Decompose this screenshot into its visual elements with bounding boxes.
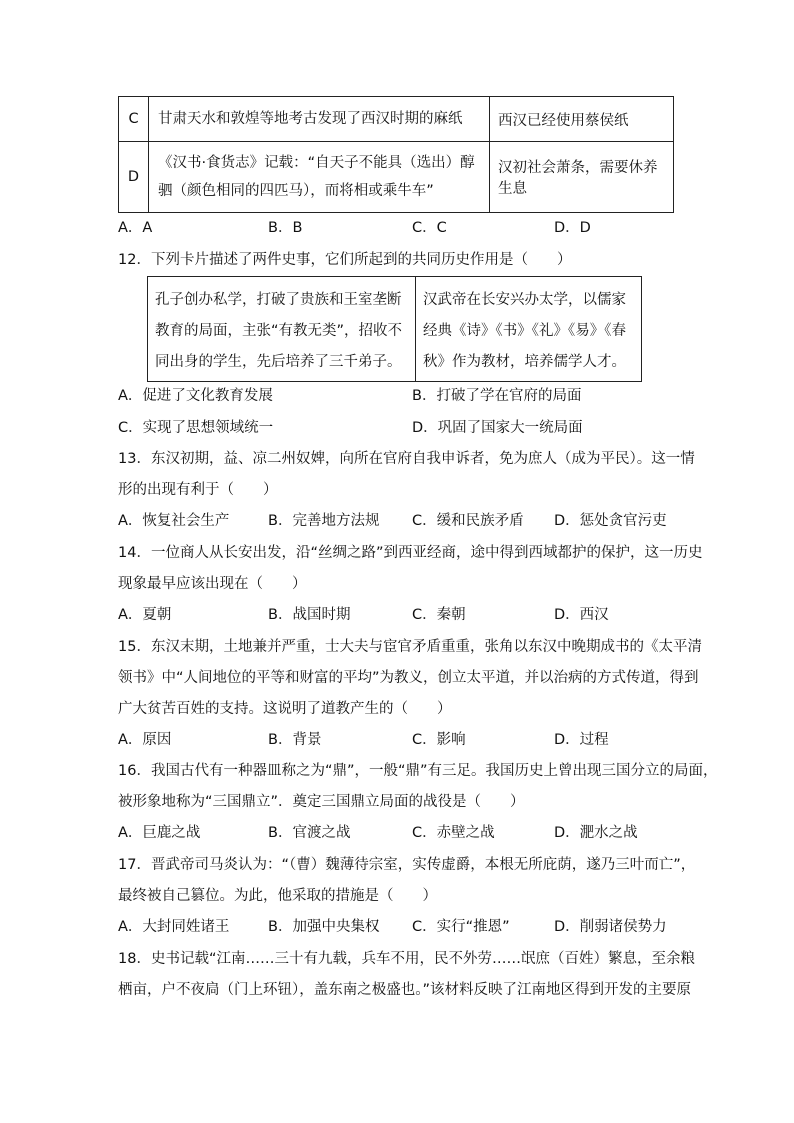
q17-option-a[interactable]: A．大封同姓诸王 <box>118 919 230 935</box>
q16-option-c[interactable]: C．赤壁之战 <box>412 825 495 841</box>
q12-option-c[interactable]: C．实现了思想领域统一 <box>118 420 274 436</box>
q14-stem-line-1: 14．一位商人从长安出发，沿“丝绸之路”到西亚经商，途中得到西域都护的保护，这一历史 <box>118 545 703 561</box>
q12-option-a[interactable]: A．促进了文化教育发展 <box>118 388 273 404</box>
q12-options-row1 <box>118 386 678 406</box>
q12-options-row2 <box>118 418 678 438</box>
q12-card-taixue: 汉武帝在长安兴办太学，以儒家经典《诗》《书》《礼》《易》《春秋》作为教材，培养儒学人才。 <box>416 277 642 382</box>
q15-option-c[interactable]: C．影响 <box>412 732 466 748</box>
q11-option-b[interactable]: B．B <box>268 220 303 236</box>
q12-cards <box>147 276 642 382</box>
q13-option-a[interactable]: A．恢复社会生产 <box>118 513 230 529</box>
q17-options <box>118 917 678 937</box>
q15-option-d[interactable]: D．过程 <box>554 732 609 748</box>
q12-stem: 12．下列卡片描述了两件史事，它们所起到的共同历史作用是（ ） <box>118 252 572 268</box>
q11-option-d[interactable]: D．D <box>554 220 591 236</box>
q18-stem-line-2: 栖亩，户不夜扃（门上环钮），盖东南之极盛也。”该材料反映了江南地区得到开发的主要原 <box>118 982 692 998</box>
q17-option-c[interactable]: C．实行“推恩” <box>412 919 510 935</box>
q15-options <box>118 730 678 750</box>
q17-option-b[interactable]: B．加强中央集权 <box>268 919 380 935</box>
q15-stem-line-2: 领书》中“人间地位的平等和财富的平均”为教义，创立太平道，并以治病的方式传道，得到 <box>118 670 699 686</box>
q11-row-conclusion: 西汉已经使用蔡侯纸 <box>490 97 674 142</box>
q17-option-d[interactable]: D．削弱诸侯势力 <box>554 919 667 935</box>
q11-table <box>118 96 674 213</box>
q16-option-b[interactable]: B．官渡之战 <box>268 825 351 841</box>
q14-options <box>118 605 678 625</box>
q18-stem-line-1: 18．史书记载“江南……三十有九载，兵车不用，民不外劳……氓庶（百姓）繁息，至余粮 <box>118 951 695 967</box>
q14-option-c[interactable]: C．秦朝 <box>412 607 466 623</box>
q16-options <box>118 823 678 843</box>
q12-option-d[interactable]: D．巩固了国家大一统局面 <box>412 420 583 436</box>
q11-row-conclusion: 汉初社会萧条，需要休养生息 <box>490 142 674 213</box>
q11-options <box>118 218 678 238</box>
q17-stem-line-1: 17．晋武帝司马炎认为：“（曹）魏薄待宗室，实传虚爵，本根无所庇荫，遂乃三叶而亡”， <box>118 857 696 873</box>
q17-stem-line-2: 最终被自己篡位。为此，他采取的措施是（ ） <box>118 888 437 904</box>
q16-option-d[interactable]: D．淝水之战 <box>554 825 638 841</box>
q11-row-d <box>119 142 674 213</box>
q15-option-a[interactable]: A．原因 <box>118 732 172 748</box>
q13-stem-line-2: 形的出现有利于（ ） <box>118 482 278 498</box>
q13-options <box>118 511 678 531</box>
q11-option-a[interactable]: A．A <box>118 220 153 236</box>
q12-option-b[interactable]: B．打破了学在官府的局面 <box>412 388 582 404</box>
q13-stem-line-1: 13．东汉初期，益、凉二州奴婢，向所在官府自我申诉者，免为庶人（成为平民）。这一情 <box>118 451 695 467</box>
q13-option-b[interactable]: B．完善地方法规 <box>268 513 380 529</box>
q14-option-d[interactable]: D．西汉 <box>554 607 609 623</box>
q16-option-a[interactable]: A．巨鹿之战 <box>118 825 201 841</box>
q11-row-key: D <box>119 142 149 213</box>
q16-stem-line-2: 被形象地称为“三国鼎立”．奠定三国鼎立局面的战役是（ ） <box>118 794 525 810</box>
q13-option-d[interactable]: D．惩处贪官污吏 <box>554 513 667 529</box>
q15-stem-line-1: 15．东汉末期，土地兼并严重，士大夫与宦官矛盾重重，张角以东汉中晚期成书的《太平清 <box>118 639 702 655</box>
q14-option-a[interactable]: A．夏朝 <box>118 607 172 623</box>
q14-stem-line-2: 现象最早应该出现在（ ） <box>118 576 307 592</box>
q15-option-b[interactable]: B．背景 <box>268 732 322 748</box>
q13-option-c[interactable]: C．缓和民族矛盾 <box>412 513 524 529</box>
q11-option-c[interactable]: C．C <box>412 220 447 236</box>
q14-option-b[interactable]: B．战国时期 <box>268 607 351 623</box>
q11-row-material: 甘肃天水和敦煌等地考古发现了西汉时期的麻纸 <box>149 97 490 142</box>
q12-card-confucius: 孔子创办私学，打破了贵族和王室垄断教育的局面，主张“有教无类”，招收不同出身的学生，先后培养了三千弟子。 <box>148 277 416 382</box>
q11-row-c <box>119 97 674 142</box>
q11-row-key: C <box>119 97 149 142</box>
q15-stem-line-3: 广大贫苦百姓的支持。这说明了道教产生的（ ） <box>118 701 452 717</box>
q11-row-material: 《汉书·食货志》记载：“自天子不能具（选出）醇驷（颜色相同的四匹马），而将相或乘牛车” <box>149 142 490 213</box>
q16-stem-line-1: 16．我国古代有一种器皿称之为“鼎”，一般“鼎”有三足。我国历史上曾出现三国分立的局面， <box>118 763 718 779</box>
